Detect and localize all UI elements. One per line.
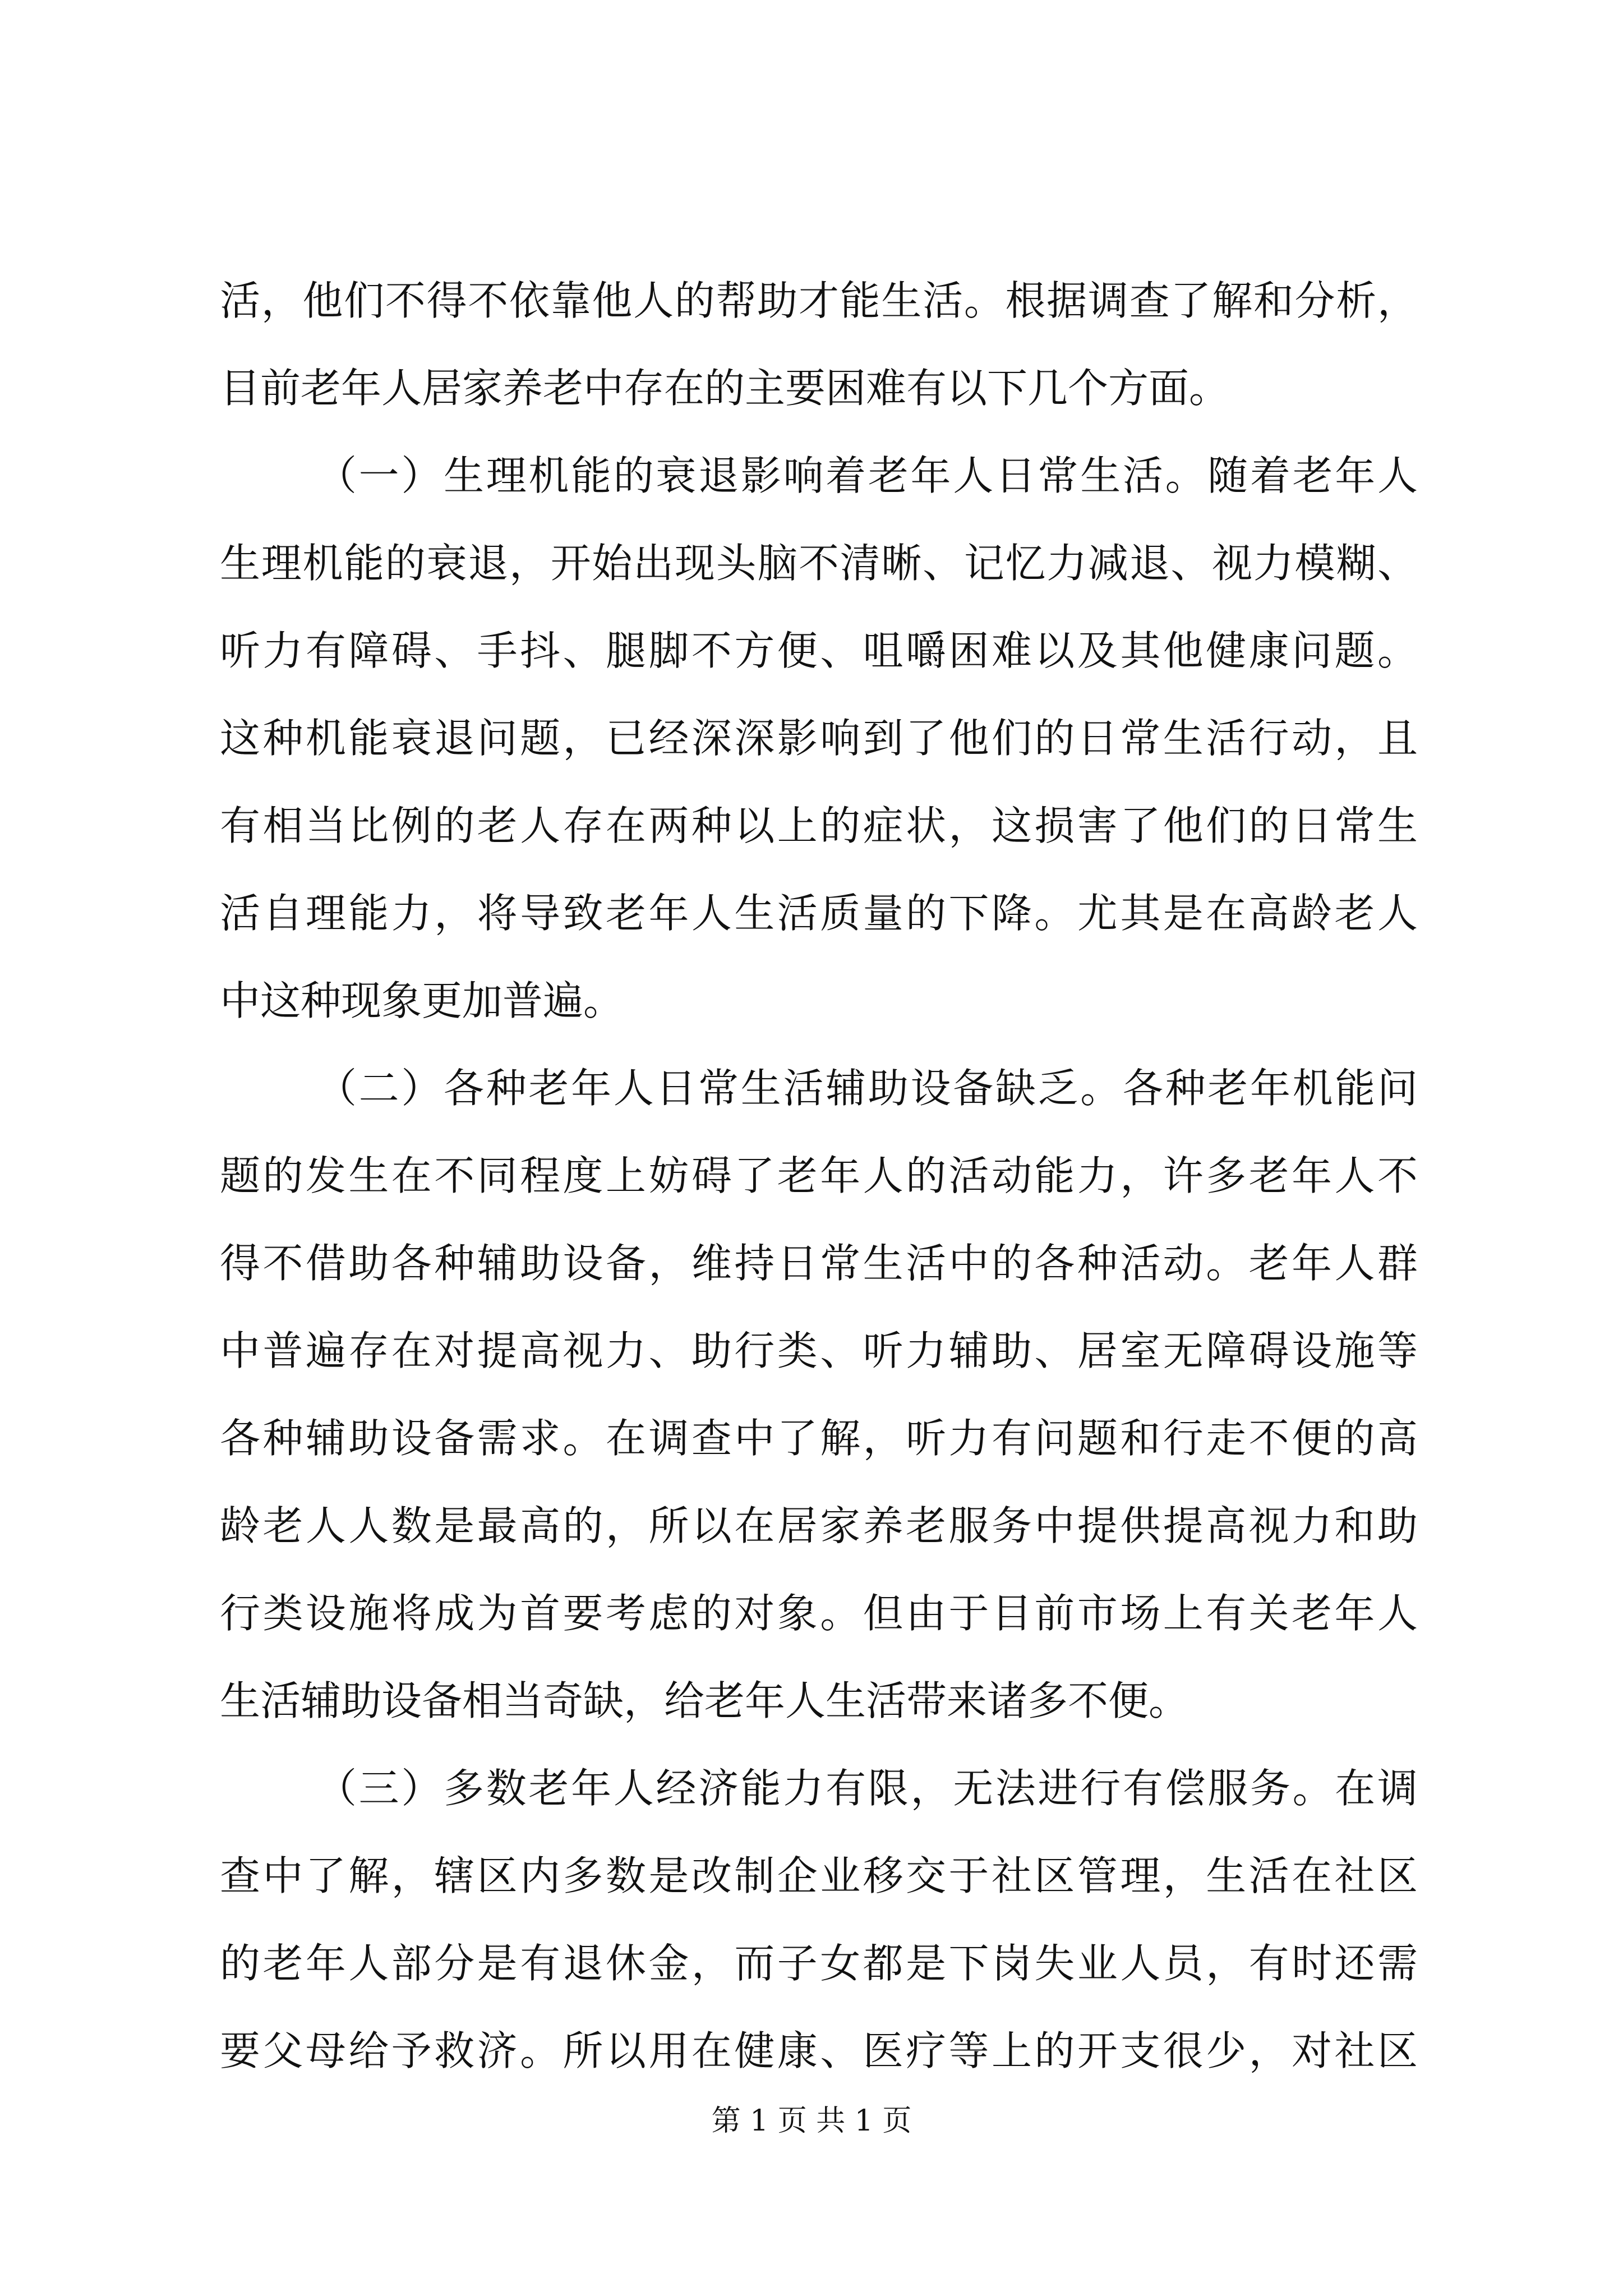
text-line: 要父母给予救济。所以用在健康、医疗等上的开支很少，对社区 — [220, 2027, 1418, 2074]
page-footer — [0, 2097, 1623, 2139]
section-heading-line: （二）各种老年人日常生活辅助设备缺乏。各种老年机能问 — [316, 1065, 1418, 1112]
text-line: 行类设施将成为首要考虑的对象。但由于目前市场上有关老年人 — [220, 1590, 1418, 1637]
text-line: 活，他们不得不依靠他人的帮助才能生活。根据调查了解和分析， — [220, 277, 1418, 324]
text-line: 中这种现象更加普遍。 — [220, 977, 624, 1024]
section-heading-line: （一）生理机能的衰退影响着老年人日常生活。随着老年人 — [316, 452, 1418, 499]
text-line: 各种辅助设备需求。在调查中了解，听力有问题和行走不便的高 — [220, 1415, 1418, 1462]
text-line: 有相当比例的老人存在两种以上的症状，这损害了他们的日常生 — [220, 802, 1418, 849]
text-line: 中普遍存在对提高视力、助行类、听力辅助、居室无障碍设施等 — [220, 1327, 1418, 1374]
text-line: 得不借助各种辅助设备，维持日常生活中的各种活动。老年人群 — [220, 1240, 1418, 1287]
text-line: 活自理能力，将导致老年人生活质量的下降。尤其是在高龄老人 — [220, 890, 1418, 937]
text-line: 的老年人部分是有退休金，而子女都是下岗失业人员，有时还需 — [220, 1940, 1418, 1987]
page-number-label: 第 1 页 共 1 页 — [711, 2104, 912, 2138]
text-line: 这种机能衰退问题，已经深深影响到了他们的日常生活行动，且 — [220, 715, 1418, 762]
text-line: 目前老年人居家养老中存在的主要困难有以下几个方面。 — [220, 365, 1230, 412]
text-line: 听力有障碍、手抖、腿脚不方便、咀嚼困难以及其他健康问题。 — [220, 627, 1418, 674]
text-line: 查中了解，辖区内多数是改制企业移交于社区管理，生活在社区 — [220, 1852, 1418, 1899]
text-line: 龄老人人数是最高的，所以在居家养老服务中提供提高视力和助 — [220, 1502, 1418, 1549]
text-line: 生理机能的衰退，开始出现头脑不清晰、记忆力减退、视力模糊、 — [220, 540, 1418, 587]
text-line: 题的发生在不同程度上妨碍了老年人的活动能力，许多老年人不 — [220, 1152, 1418, 1199]
document-body — [220, 257, 1418, 2095]
text-line: 生活辅助设备相当奇缺，给老年人生活带来诸多不便。 — [220, 1677, 1189, 1724]
section-heading-line: （三）多数老年人经济能力有限，无法进行有偿服务。在调 — [316, 1765, 1418, 1812]
